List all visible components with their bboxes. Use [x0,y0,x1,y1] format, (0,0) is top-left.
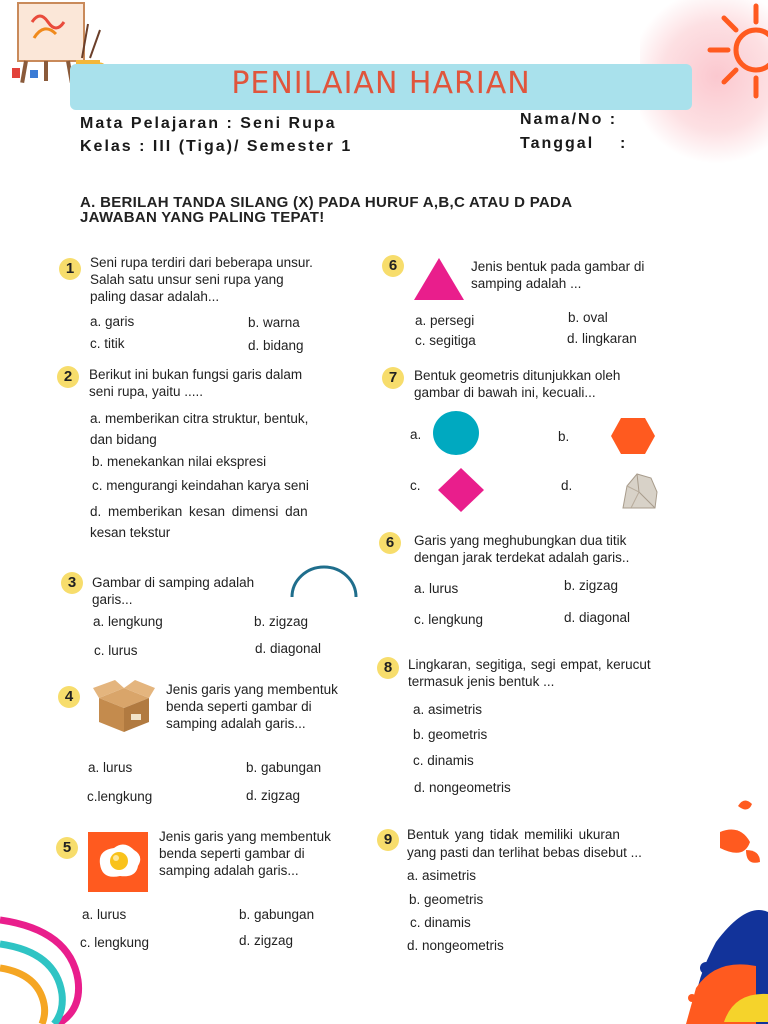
q6b-option-a[interactable]: a. lurus [414,581,459,596]
q2-option-a-line-2: dan bidang [90,432,157,447]
q3-option-c[interactable]: c. lurus [94,643,138,658]
question-number-3: 3 [61,572,83,594]
q4-line-2: benda seperti gambar di [166,699,312,714]
section-a-line-2: JAWABAN YANG PALING TEPAT! [80,209,325,226]
q1-option-b[interactable]: b. warna [248,315,300,330]
q7-option-b[interactable]: b. [558,429,570,444]
q5-option-b[interactable]: b. gabungan [239,907,315,922]
hexagon-icon [610,417,656,455]
q5-line-2: benda seperti gambar di [159,846,305,861]
q6b-line-2: dengan jarak terdekat adalah garis.. [414,550,630,565]
subject-line: Mata Pelajaran : Seni Rupa [80,115,337,132]
q1-line-1: Seni rupa terdiri dari beberapa unsur. [90,255,313,270]
q1-line-2: Salah satu unsur seni rupa yang [90,272,284,287]
question-6a-text [471,258,644,292]
q5-line-1: Jenis garis yang membentuk [159,829,331,844]
date-label: Tanggal [520,135,595,152]
q7-option-a[interactable]: a. [410,427,422,442]
q6b-option-d[interactable]: d. diagonal [564,610,631,625]
egg-icon [88,832,148,892]
question-number-9: 9 [377,829,399,851]
question-number-6b: 6 [379,532,401,554]
box-icon [93,678,155,734]
q2-option-a-line-1: a. memberikan citra struktur, bentuk, [90,411,309,426]
q6a-line-1: Jenis bentuk pada gambar di [471,259,645,274]
q3-line-1: Gambar di samping adalah [92,575,255,590]
q1-line-3: paling dasar adalah... [90,289,220,304]
q2-option-d-line-1: d. memberikan kesan dimensi dan [90,504,308,519]
question-number-7: 7 [382,367,404,389]
question-number-5: 5 [56,837,78,859]
q7-option-c[interactable]: c. [410,478,421,493]
q5-option-d[interactable]: d. zigzag [239,933,294,948]
q4-option-c[interactable]: c.lengkung [87,789,153,804]
q9-option-c[interactable]: c. dinamis [410,915,471,930]
q1-option-c[interactable]: c. titik [90,336,125,351]
q6a-option-a[interactable]: a. persegi [415,313,475,328]
q5-option-c[interactable]: c. lengkung [80,935,150,950]
section-a-line-1: A. BERILAH TANDA SILANG (X) PADA HURUF A,B,C ATAU D PADA [80,194,573,211]
q8-option-d[interactable]: d. nongeometris [414,780,511,795]
q4-line-3: samping adalah garis... [166,716,306,731]
q3-option-a[interactable]: a. lengkung [93,614,163,629]
question-4-text [166,681,338,732]
q9-option-d[interactable]: d. nongeometris [407,938,504,953]
q7-option-d[interactable]: d. [561,478,573,493]
question-number-6a: 6 [382,255,404,277]
question-1-text [90,254,313,305]
q9-line-1: Bentuk yang tidak memiliki ukuran [407,827,620,842]
q2-option-a[interactable] [90,410,308,448]
q8-line-1: Lingkaran, segitiga, segi empat, kerucut [408,657,651,672]
question-2-text [89,366,302,400]
q4-line-1: Jenis garis yang membentuk [166,682,338,697]
q1-option-d[interactable]: d. bidang [248,338,304,353]
question-8-text [408,656,691,690]
q5-option-a[interactable]: a. lurus [82,907,127,922]
q4-option-b[interactable]: b. gabungan [246,760,322,775]
question-5-text [159,828,331,879]
q6a-line-2: samping adalah ... [471,276,582,291]
question-number-2: 2 [57,366,79,388]
q2-option-c[interactable]: c. mengurangi keindahan karya seni [92,478,309,493]
circle-icon [432,410,480,456]
question-7-text [414,367,620,401]
date-colon: : [620,135,628,152]
q3-line-2: garis... [92,592,133,607]
q3-option-d[interactable]: d. diagonal [255,641,322,656]
arc-icon [288,563,360,601]
q4-option-a[interactable]: a. lurus [88,760,133,775]
q8-option-c[interactable]: c. dinamis [413,753,474,768]
question-number-1: 1 [59,258,81,280]
q3-option-b[interactable]: b. zigzag [254,614,309,629]
section-a-instructions [80,195,680,225]
q4-option-d[interactable]: d. zigzag [246,788,301,803]
q7-line-1: Bentuk geometris ditunjukkan oleh [414,368,621,383]
q2-line-2: seni rupa, yaitu ..... [89,384,204,399]
paint-splash-icon [676,792,768,1024]
q5-line-3: samping adalah garis... [159,863,299,878]
question-3-text [92,574,254,608]
rock-icon [619,470,661,512]
q6b-line-1: Garis yang meghubungkan dua titik [414,533,627,548]
page-title: PENILAIAN HARIAN [231,66,531,101]
q8-line-2: termasuk jenis bentuk ... [408,674,555,689]
q6a-option-b[interactable]: b. oval [568,310,608,325]
q2-option-d-line-2: kesan tekstur [90,525,171,540]
q9-option-a[interactable]: a. asimetris [407,868,477,883]
q9-line-2: yang pasti dan terlihat bebas disebut ... [407,845,642,860]
q1-option-a[interactable]: a. garis [90,314,135,329]
q6a-option-c[interactable]: c. segitiga [415,333,476,348]
question-9-text [407,826,682,861]
question-number-8: 8 [377,657,399,679]
sun-icon [684,0,768,112]
question-number-4: 4 [58,686,80,708]
class-line: Kelas : III (Tiga)/ Semester 1 [80,138,353,155]
q7-line-2: gambar di bawah ini, kecuali... [414,385,596,400]
question-6b-text [414,532,629,566]
q9-option-b[interactable]: b. geometris [409,892,484,907]
q8-option-b[interactable]: b. geometris [413,727,488,742]
q2-option-b[interactable]: b. menekankan nilai ekspresi [92,454,267,469]
q6a-option-d[interactable]: d. lingkaran [567,331,637,346]
triangle-icon [412,256,466,302]
diamond-icon [436,466,486,514]
q6b-option-c[interactable]: c. lengkung [414,612,484,627]
q2-option-d[interactable] [90,503,342,541]
q6b-option-b[interactable]: b. zigzag [564,578,619,593]
name-label: Nama/No : [520,111,618,128]
q2-line-1: Berikut ini bukan fungsi garis dalam [89,367,303,382]
q8-option-a[interactable]: a. asimetris [413,702,483,717]
